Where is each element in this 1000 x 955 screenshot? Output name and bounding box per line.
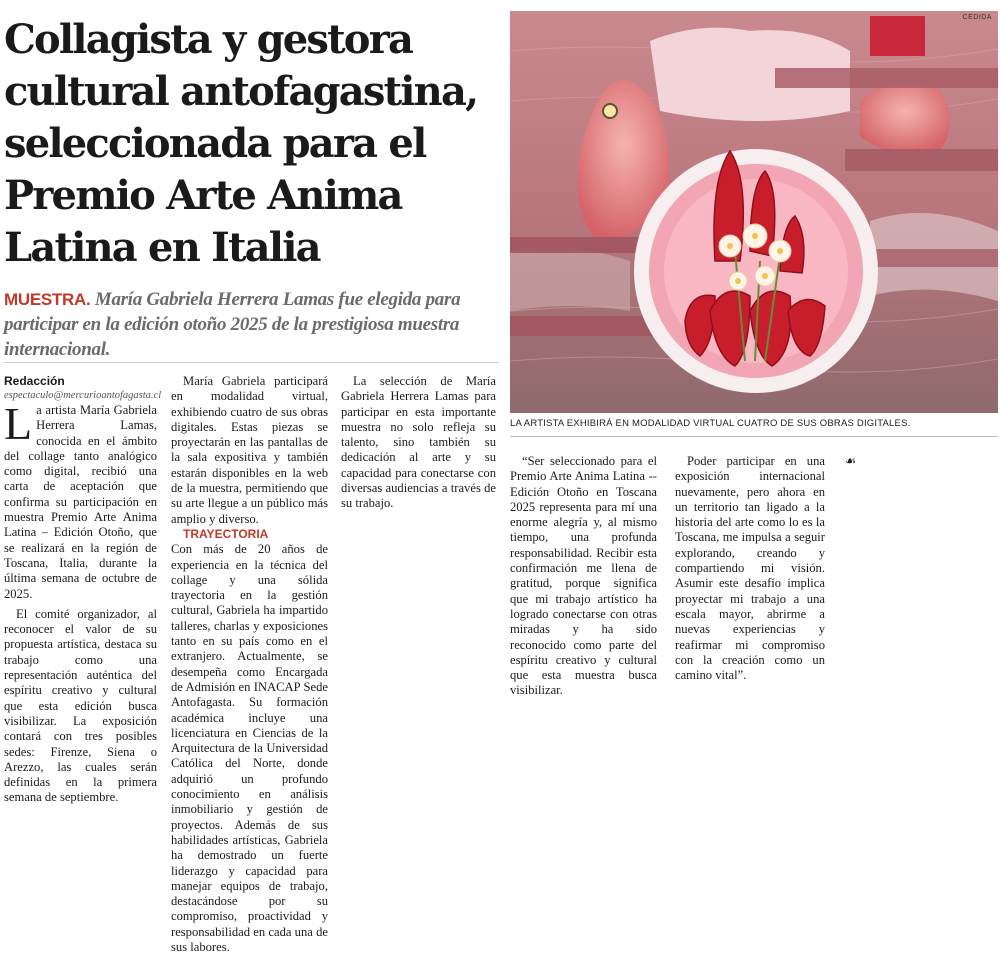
end-mark: ☙ — [845, 454, 857, 468]
dek-text: María Gabriela Herrera Lamas fue elegida para participar en la edición otoño 2025 de la prestigiosa muestra internacional. — [4, 289, 461, 360]
paragraph: Con más de 20 años de experiencia en la técnica del collage y una sólida trayectoria en la gestión cultural, Gabriela ha impartido talleres, charlas y exposiciones tanto en su país como en el extranjero. Actualmente, se desempeña como Encargada de Admisión en INACAP Sede Antofagasta. Su formación académica incluye una licenciatura en Ciencias de la Arquitectura de la Universidad Católica del Norte, donde adquirió un profundo conocimiento en análisis inmobiliario y gestión de proyectos. Además de sus habilidades artísticas, Gabriela ha demostrado un fuerte liderazgo y capacidad para manejar equipos de trabajo, destacándose por su compromiso, proactividad y responsabilidad en cada una de sus labores. — [171, 542, 328, 954]
byline: Redacción — [4, 374, 65, 388]
paragraph-end — [845, 454, 996, 469]
collage-photo — [510, 11, 998, 413]
divider — [4, 362, 499, 363]
byline-email: espectaculo@mercurioantofagasta.cl — [4, 390, 162, 401]
paragraph: Poder participar en una exposición internacional nuevamente, pero ahora en un territorio tan ligado a la historia del arte como lo es la Toscana, me impulsa a seguir explorando, creando y compartiendo mi visión. Asumir este desafío implica proyectar mi trabajo a una escala mayor, abrirme a nuevas experiencias y reafirmar mi compromiso con la creación como un camino vital”. — [675, 454, 825, 683]
headline-line: seleccionada para el — [4, 120, 426, 167]
column-5 — [675, 454, 825, 683]
headline-line: cultural antofagastina, — [4, 68, 478, 115]
column-2 — [171, 374, 328, 955]
dek — [4, 287, 496, 362]
caption-divider — [510, 436, 998, 437]
headline-line: Latina en Italia — [4, 224, 320, 271]
paragraph: El comité organizador, al reconocer el valor de su propuesta artística, destaca su trabajo como una representación auténtica del espíritu creativo y cultural que esta edición busca visibilizar. La exposición contará con tres posibles sedes: Firenze, Siena o Arezzo, las cuales serán definidas en la primera semana de septiembre. — [4, 606, 157, 805]
headline-line: Collagista y gestora — [4, 16, 413, 63]
headline — [4, 14, 500, 274]
paragraph — [4, 398, 157, 602]
kicker: MUESTRA. — [4, 290, 91, 309]
paragraph-text: a artista María Gabriela Herrera Lamas, conocida en el ámbito del collage tanto analógico como digital, recibió una carta de aceptación que confirma su participación en muestra Premio Arte Anima Latina – Edición Otoño, que se realizará en la región de Toscana, Italia, durante la última semana de octubre de 2025. — [4, 403, 157, 601]
drop-cap: L — [4, 398, 33, 449]
paragraph: “Ser seleccionado para el Premio Arte Anima Latina -- Edición Otoño en Toscana 2025 representa para mí una enorme alegría y, al mismo tiempo, una profunda responsabilidad. Recibir esta confirmación me llena de gratitud, porque significa que mi trabajo artístico ha logrado conectarse con otras miradas y ha sido reconocido como parte del espíritu creativo y cultural que esta muestra busca visibilizar. — [510, 454, 657, 698]
column-3 — [341, 374, 496, 512]
column-6 — [845, 454, 996, 469]
photo-credit: CEDIDA — [962, 14, 992, 21]
column-1 — [4, 374, 162, 806]
paragraph: María Gabriela participará en modalidad virtual, exhibiendo cuatro de sus obras digitales. Estas piezas se proyectarán en las pantallas de la sala expositiva y también estarán disponibles en la web de la muestra, permitiendo que su arte llegue a un público más amplio y diverso. — [171, 374, 328, 526]
section-subhead: TRAYECTORIA — [183, 526, 269, 541]
paragraph: La selección de María Gabriela Herrera Lamas para participar en esta importante muestra no solo refleja su talento, sino también su dedicación al arte y su capacidad para conectarse con diversas audiencias a través de su trabajo. — [341, 374, 496, 511]
photo-caption: LA ARTISTA EXHIBIRÁ EN MODALIDAD VIRTUAL CUATRO DE SUS OBRAS DIGITALES. — [510, 418, 911, 429]
headline-line: Premio Arte Anima — [4, 172, 402, 219]
column-4 — [510, 454, 657, 699]
collage-illustration — [510, 11, 998, 413]
